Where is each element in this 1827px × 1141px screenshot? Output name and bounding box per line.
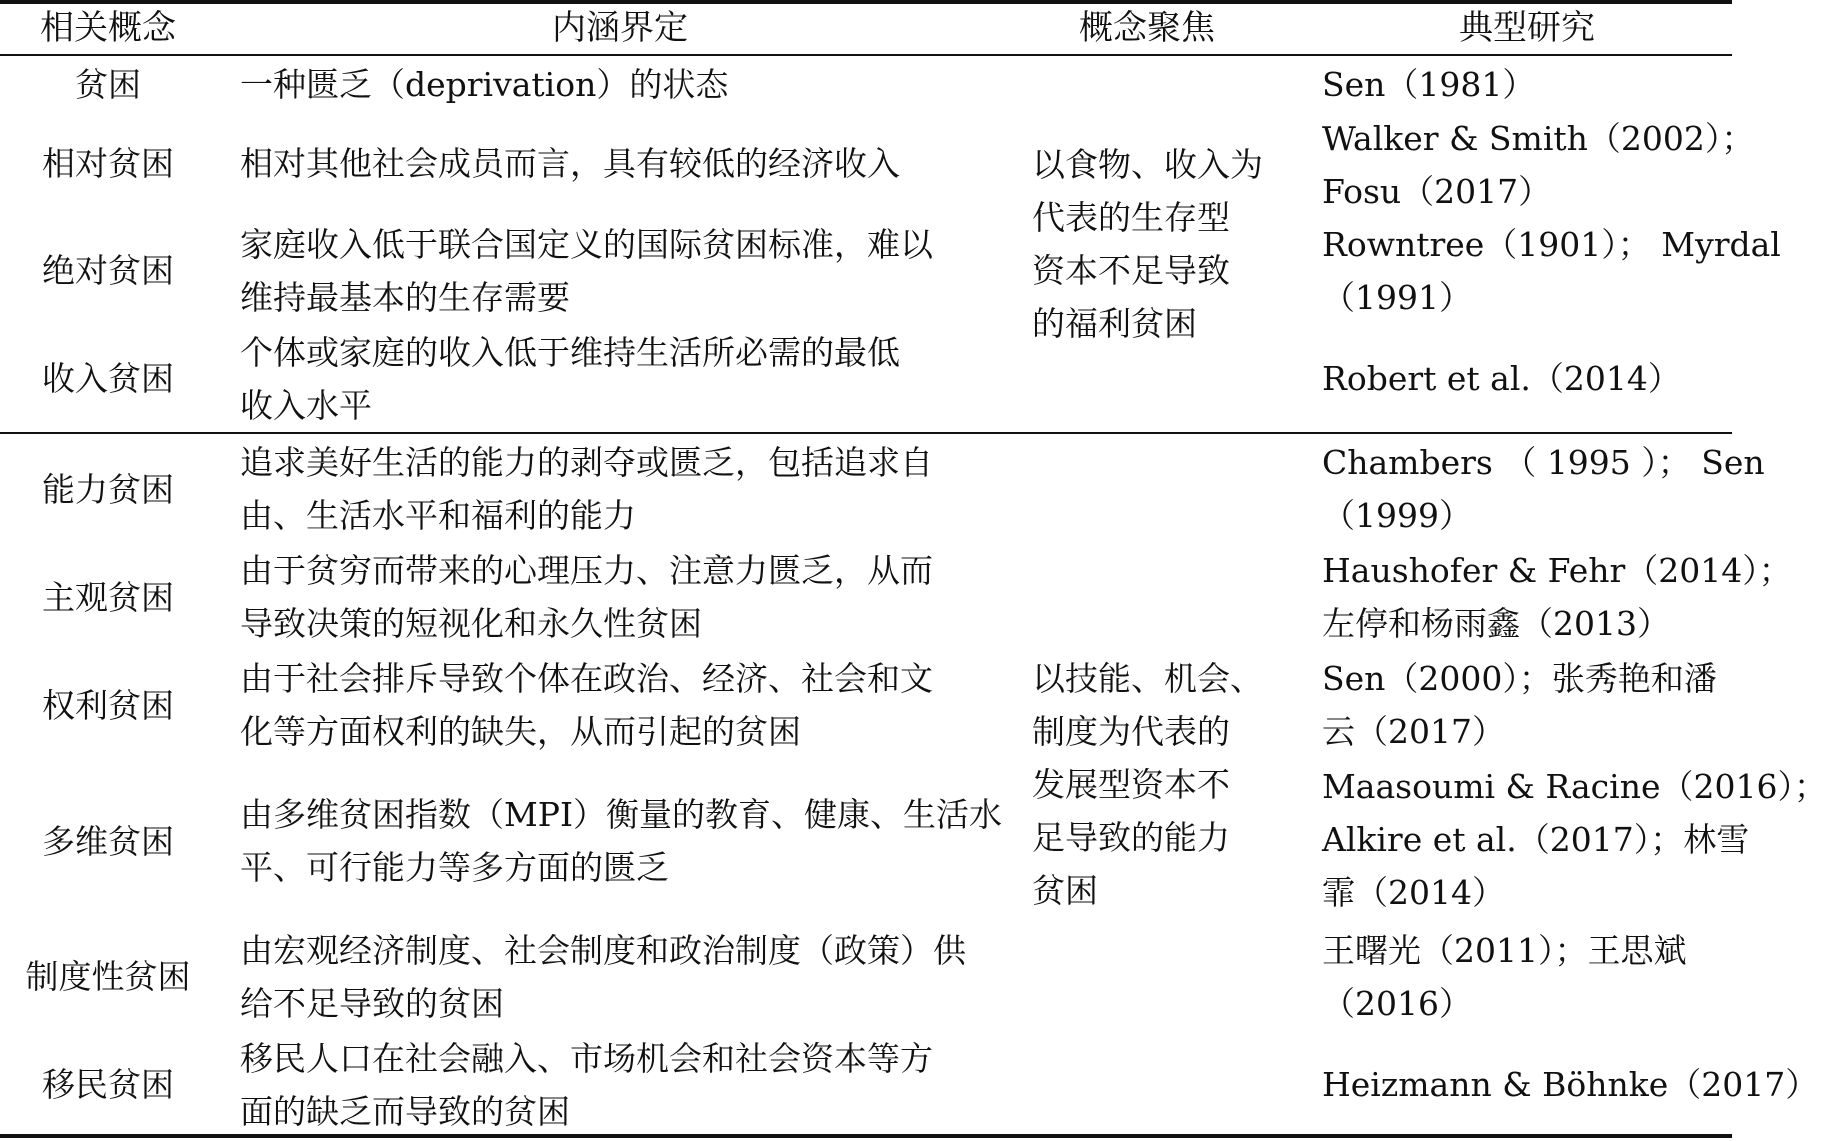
row-studies: Maasoumi & Racine（2016）； Alkire et al.（2017）；林雪 霏（2014） (1322, 767, 1827, 912)
row-concept: 相对贫困 (42, 144, 174, 183)
row-concept: 收入贫困 (42, 359, 174, 398)
group-rule (0, 432, 1732, 434)
row-studies: Chambers （ 1995 ）； Sen （1999） (1322, 443, 1765, 535)
row-concept: 移民贫困 (42, 1065, 174, 1104)
row-studies: Sen（1981） (1322, 65, 1536, 104)
row-definition: 由于社会排斥导致个体在政治、经济、社会和文 化等方面权利的缺失，从而引起的贫困 (240, 659, 933, 751)
focus-group-survival: 以食物、收入为 代表的生存型 资本不足导致 的福利贫困 (1032, 145, 1263, 343)
row-definition: 家庭收入低于联合国定义的国际贫困标准，难以 维持最基本的生存需要 (240, 225, 933, 317)
header-rule (0, 54, 1732, 56)
row-studies: Sen（2000）；张秀艳和潘 云（2017） (1322, 659, 1717, 751)
header-definition: 内涵界定 (552, 8, 688, 48)
row-studies: Rowntree（1901）； Myrdal （1991） (1322, 225, 1781, 317)
row-studies: 王曙光（2011）；王思斌 （2016） (1322, 931, 1687, 1023)
row-studies: Walker & Smith（2002）； Fosu（2017） (1322, 119, 1755, 211)
row-concept: 贫困 (75, 65, 141, 104)
header-concept: 相关概念 (40, 8, 176, 48)
row-concept: 多维贫困 (42, 822, 174, 861)
row-definition: 移民人口在社会融入、市场机会和社会资本等方 面的缺乏而导致的贫困 (240, 1039, 933, 1131)
row-definition: 由宏观经济制度、社会制度和政治制度（政策）供 给不足导致的贫困 (240, 931, 966, 1023)
row-concept: 权利贫困 (42, 686, 174, 725)
row-definition: 追求美好生活的能力的剥夺或匮乏，包括追求自 由、生活水平和福利的能力 (240, 443, 933, 535)
bottom-rule (0, 1134, 1732, 1138)
row-concept: 绝对贫困 (42, 251, 174, 290)
row-concept: 制度性贫困 (25, 957, 191, 996)
header-focus: 概念聚焦 (1079, 8, 1215, 48)
row-concept: 主观贫困 (42, 578, 174, 617)
row-studies: Haushofer & Fehr（2014）； 左停和杨雨鑫（2013） (1322, 551, 1792, 643)
row-definition: 由多维贫困指数（MPI）衡量的教育、健康、生活水 平、可行能力等多方面的匮乏 (240, 795, 1003, 887)
row-definition: 相对其他社会成员而言，具有较低的经济收入 (240, 144, 900, 183)
row-studies: Robert et al.（2014） (1322, 359, 1681, 398)
row-definition: 一种匮乏（deprivation）的状态 (240, 65, 729, 104)
focus-group-development: 以技能、机会、 制度为代表的 发展型资本不 足导致的能力 贫困 (1032, 659, 1263, 910)
row-definition: 由于贫穷而带来的心理压力、注意力匮乏，从而 导致决策的短视化和永久性贫困 (240, 551, 933, 643)
row-concept: 能力贫困 (42, 470, 174, 509)
row-definition: 个体或家庭的收入低于维持生活所必需的最低 收入水平 (240, 333, 900, 425)
header-studies: 典型研究 (1459, 8, 1595, 48)
row-studies: Heizmann & Böhnke（2017） (1322, 1065, 1819, 1104)
